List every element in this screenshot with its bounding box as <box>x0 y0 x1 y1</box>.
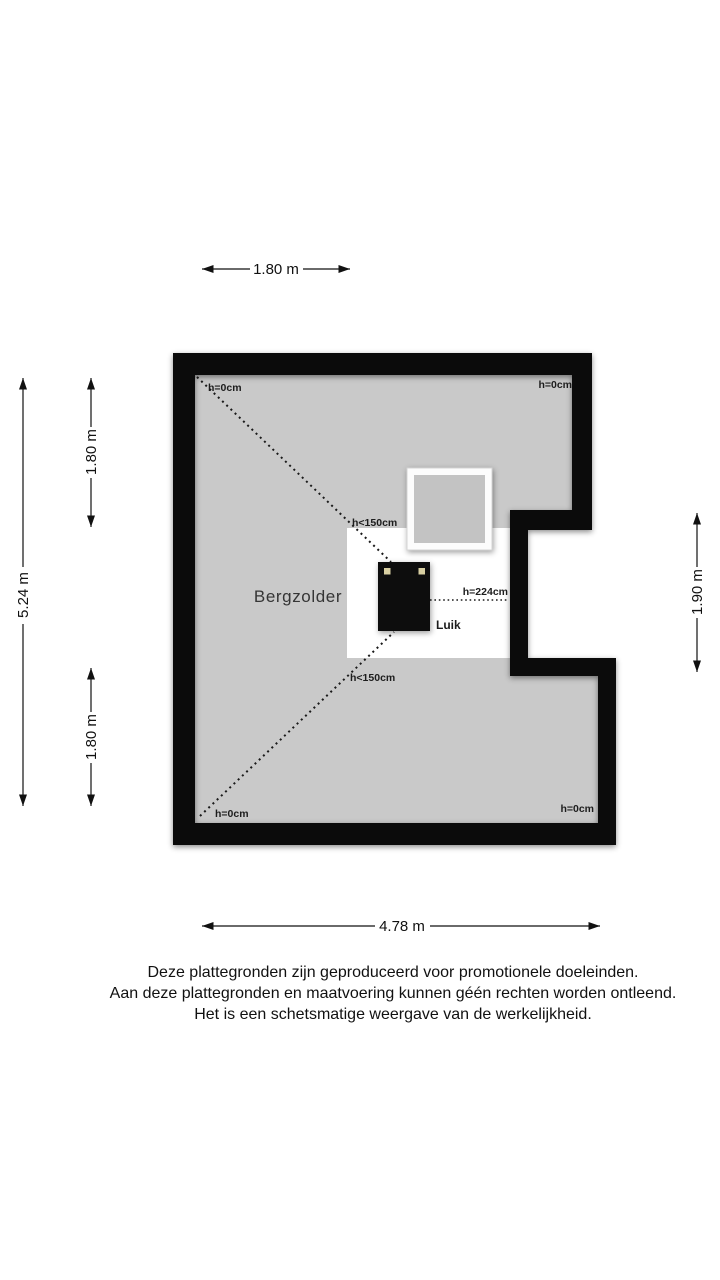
hatch <box>378 562 430 631</box>
skylight <box>407 468 492 550</box>
hatch-hinge-right <box>419 568 426 575</box>
height-label-bottom-left: h=0cm <box>215 808 249 820</box>
dimension-left-lower <box>83 668 100 806</box>
hatch-height-label: h=224cm <box>462 586 508 598</box>
height-label-top-left: h=0cm <box>208 382 242 394</box>
dimension-bottom-width-label: 4.78 m <box>379 918 425 935</box>
height-label-bottom-right: h=0cm <box>560 803 594 815</box>
hatch-hinge-left <box>384 568 391 575</box>
dimension-top-width-label: 1.80 m <box>253 261 299 278</box>
dimension-left-upper <box>83 378 100 527</box>
dimension-right-height <box>689 513 706 672</box>
height-label-top-right: h=0cm <box>538 379 572 391</box>
height-label-upper-diagonal: h<150cm <box>352 517 398 529</box>
disclaimer-line-3: Het is een schetsmatige weergave van de werkelijkheid. <box>194 1006 592 1023</box>
dimension-bottom-width <box>202 918 600 935</box>
disclaimer-line-1: Deze plattegronden zijn geproduceerd voor promotionele doeleinden. <box>147 964 639 981</box>
dimension-left-lower-label: 1.80 m <box>83 714 100 760</box>
skylight-glass <box>414 475 485 543</box>
dimension-left-upper-label: 1.80 m <box>83 429 100 475</box>
dimension-top-width <box>202 261 350 278</box>
room-label: Bergzolder <box>253 587 343 606</box>
dimension-right-height-label: 1.90 m <box>689 569 706 615</box>
dimension-left-total-height <box>15 378 32 806</box>
height-label-lower-diagonal: h<150cm <box>350 672 396 684</box>
disclaimer <box>33 962 720 1025</box>
hatch-label: Luik <box>436 618 461 632</box>
disclaimer-line-2: Aan deze plattegronden en maatvoering kunnen géén rechten worden ontleend. <box>109 985 677 1002</box>
dimension-left-total-height-label: 5.24 m <box>15 572 32 618</box>
